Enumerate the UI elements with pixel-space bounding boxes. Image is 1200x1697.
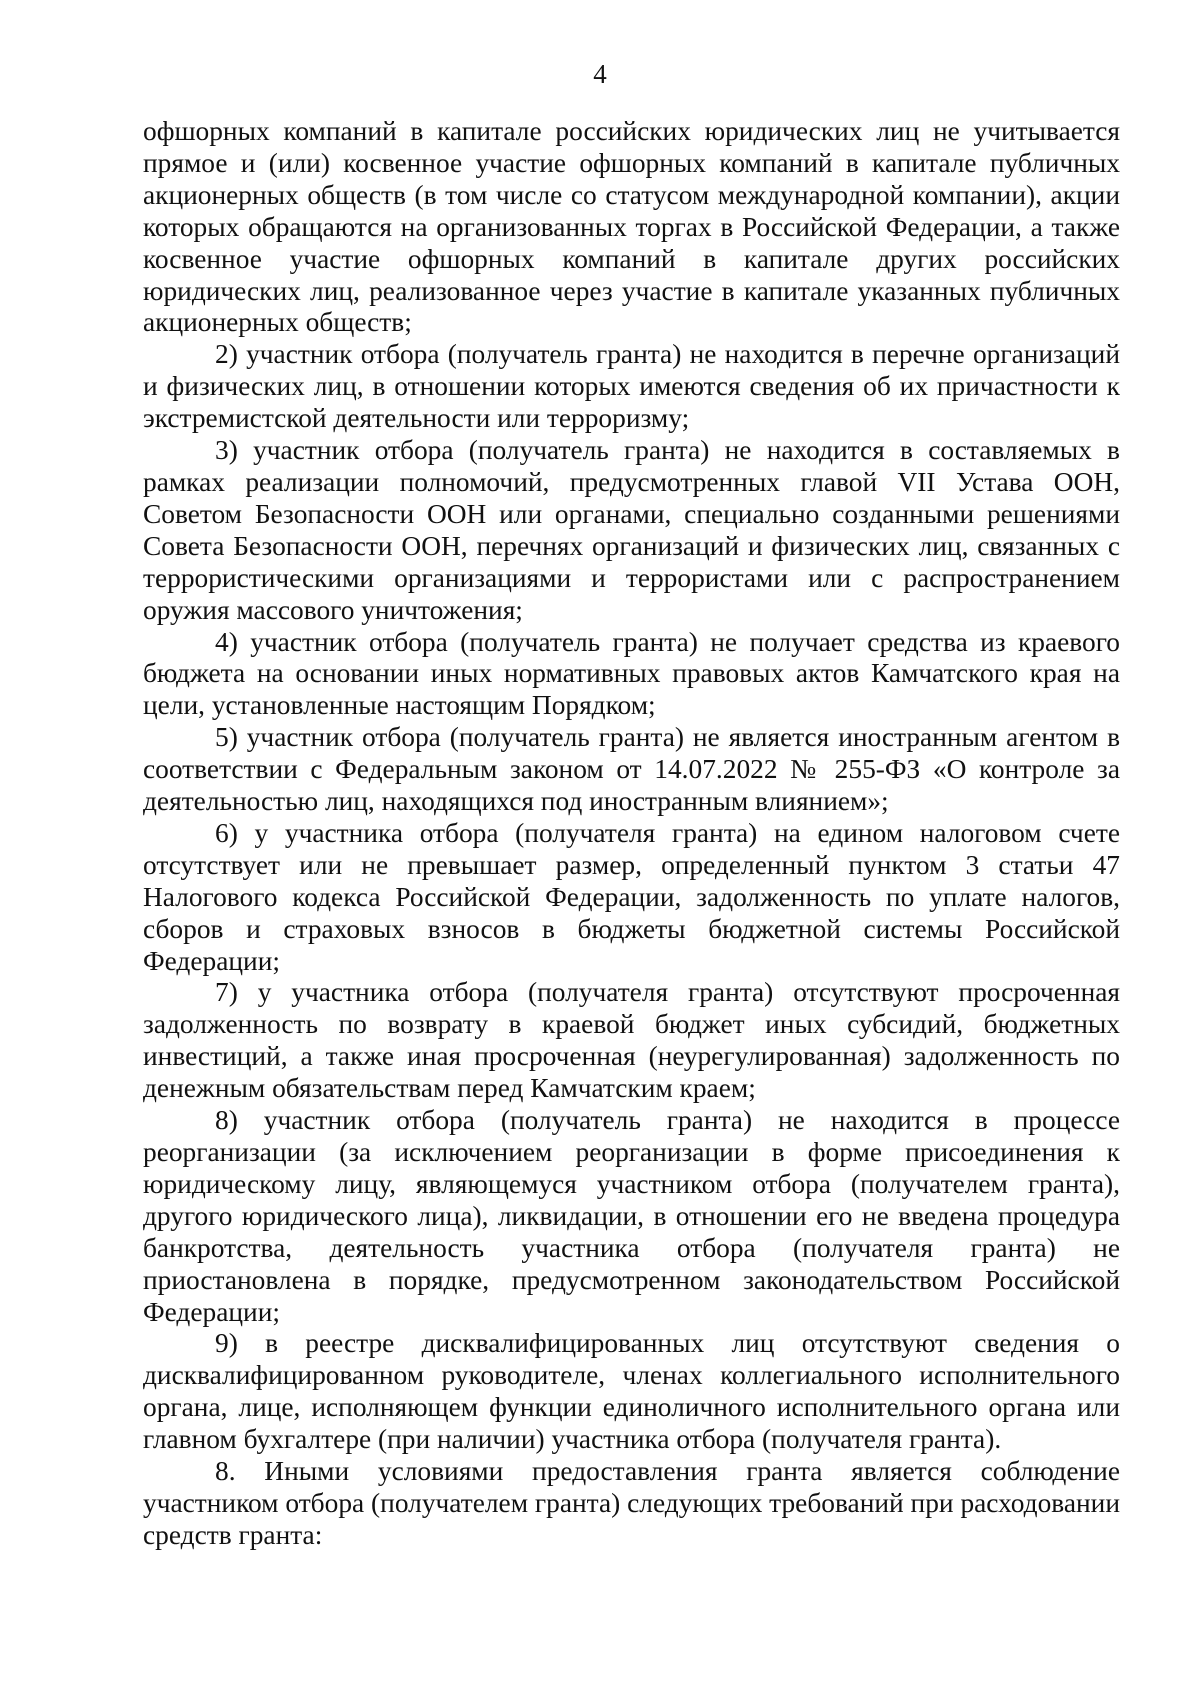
list-item-7: 7) у участника отбора (получателя гранта) отсутствуют просроченная задолженность по возврату в краевой бюджет иных субсидий, бюджетных инвестиций, а также иная просроченная (неурегулированная) задолженность по денежным обязательствам перед Камчатским краем; — [143, 977, 1120, 1104]
clause-8-paragraph: 8. Иными условиями предоставления гранта является соблюдение участником отбора (получателем гранта) следующих требований при расходовании средств гранта: — [143, 1456, 1120, 1550]
list-item-5: 5) участник отбора (получатель гранта) не является иностранным агентом в соответствии с Федеральным законом от 14.07.2022 № 255-ФЗ «О контроле за деятельностью лиц, находящихся под иностранным влиянием»; — [143, 722, 1120, 817]
list-item-4: 4) участник отбора (получатель гранта) не получает средства из краевого бюджета на основании иных нормативных правовых актов Камчатского края на цели, установленные настоящим Порядком; — [143, 626, 1120, 721]
list-item-6: 6) у участника отбора (получателя гранта) на едином налоговом счете отсутствует или не превышает размер, определенный пунктом 3 статьи 47 Налогового кодекса Российской Федерации, задолженность по уплате налогов, сборов и страховых взносов в бюджеты бюджетной системы Российской Федерации; — [143, 817, 1120, 976]
paragraph-continuation: офшорных компаний в капитале российских юридических лиц не учитывается прямое и (или) косвенное участие офшорных компаний в капитале публичных акционерных обществ (в том числе со статусом международной компании), акции которых обращаются на организованных торгах в Российской Федерации, а также косвенное участие офшорных компаний в капитале других российских юридических лиц, реализованное через участие в капитале указанных публичных акционерных обществ; — [143, 116, 1120, 338]
list-item-8: 8) участник отбора (получатель гранта) не находится в процессе реорганизации (за исключением реорганизации в форме присоединения к юридическому лицу, являющемуся участником отбора (получателем гранта), другого юридического лица), ликвидации, в отношении его не введена процедура банкротства, деятельность участника отбора (получателя гранта) не приостановлена в порядке, предусмотренном законодательством Российской Федерации; — [143, 1105, 1120, 1327]
list-item-3: 3) участник отбора (получатель гранта) не находится в составляемых в рамках реализации полномочий, предусмотренных главой VII Устава ООН, Советом Безопасности ООН или органами, специально созданными решениями Совета Безопасности ООН, перечнях организаций и физических лиц, связанных с террористическими организациями и террористами или с распространением оружия массового уничтожения; — [143, 435, 1120, 625]
document-body — [143, 116, 1120, 1552]
page-number: 4 — [593, 59, 607, 89]
list-item-9: 9) в реестре дисквалифицированных лиц отсутствуют сведения о дисквалифицированном руководителе, членах коллегиального исполнительного органа, лице, исполняющем функции единоличного исполнительного органа или главном бухгалтере (при наличии) участника отбора (получателя гранта). — [143, 1328, 1120, 1455]
list-item-2: 2) участник отбора (получатель гранта) не находится в перечне организаций и физических лиц, в отношении которых имеются сведения об их причастности к экстремистской деятельности или терроризму; — [143, 339, 1120, 434]
